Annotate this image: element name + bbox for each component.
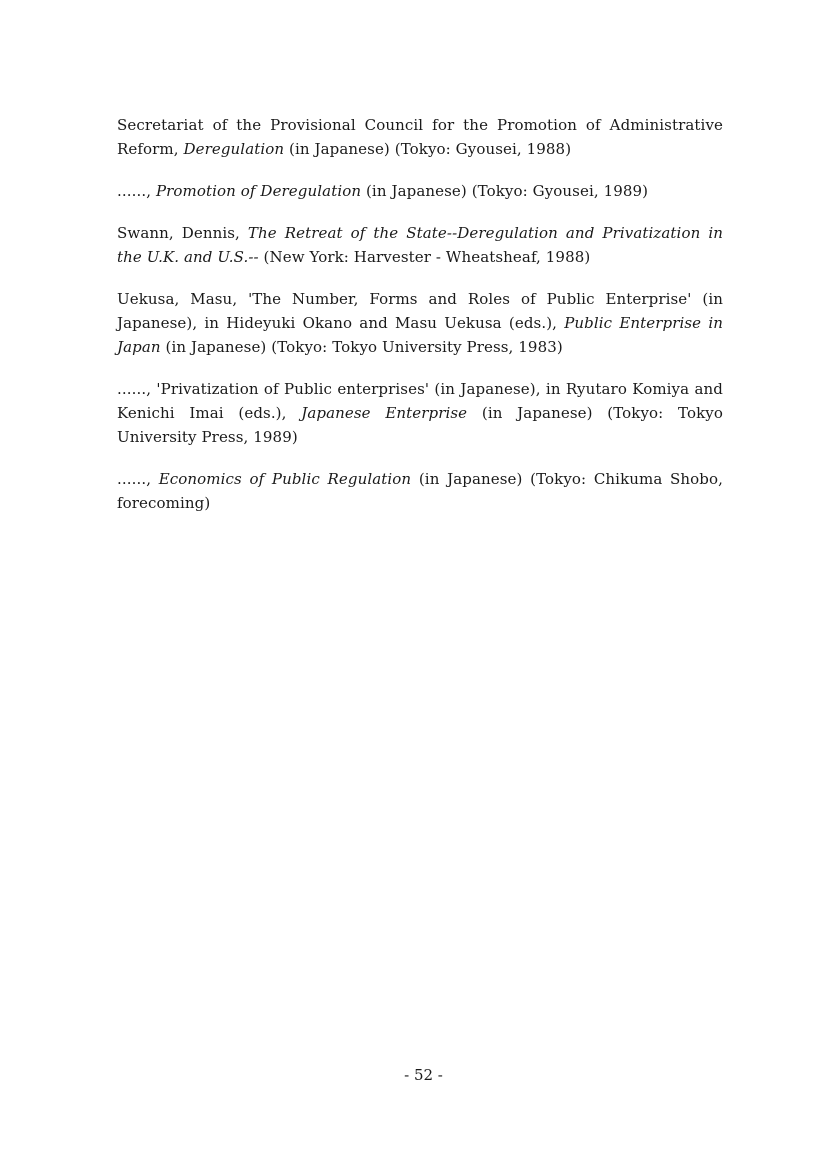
- reference-entry: [117, 287, 723, 359]
- reference-text: (New York: Harvester - Wheatsheaf, 1988): [258, 248, 591, 266]
- reference-text: ......, 'Privatization of Public enterprises' (in Japanese), in Ryutaro Komiya and Kenichi Imai (eds.),: [117, 380, 723, 422]
- reference-text: (in Japanese) (Tokyo: Chikuma Shobo, forecoming): [117, 470, 724, 512]
- reference-title: Economics of Public Regulation: [158, 470, 412, 488]
- reference-text: ......,: [117, 182, 156, 200]
- reference-entry: [117, 221, 723, 269]
- reference-text: ......,: [117, 470, 159, 488]
- reference-text: Secretariat of the Provisional Council for the Promotion of Administrative Reform,: [117, 116, 723, 158]
- reference-list: [117, 113, 723, 533]
- reference-text: (in Japanese) (Tokyo: Tokyo University Press, 1983): [160, 338, 563, 356]
- reference-title: Public Enterprise in Japan: [117, 314, 723, 356]
- reference-title: Japanese Enterprise: [301, 404, 468, 422]
- reference-title: The Retreat of the State--Deregulation and Privatization in the U.K. and U.S.--: [117, 224, 723, 266]
- reference-entry: [117, 377, 723, 449]
- page-number: - 52 -: [404, 1066, 443, 1084]
- reference-title: Promotion of Deregulation: [155, 182, 362, 200]
- reference-entry: [117, 179, 723, 203]
- reference-title: Deregulation: [183, 140, 285, 158]
- reference-entry: [117, 113, 723, 161]
- reference-text: (in Japanese) (Tokyo: Gyousei, 1988): [284, 140, 572, 158]
- reference-entry: [117, 467, 723, 515]
- reference-text: (in Japanese) (Tokyo: Tokyo University Press, 1989): [117, 404, 723, 446]
- reference-text: (in Japanese) (Tokyo: Gyousei, 1989): [361, 182, 649, 200]
- reference-text: Uekusa, Masu, 'The Number, Forms and Roles of Public Enterprise' (in Japanese), in Hideyuki Okano and Masu Uekusa (eds.),: [117, 290, 723, 332]
- reference-text: Swann, Dennis,: [117, 224, 248, 242]
